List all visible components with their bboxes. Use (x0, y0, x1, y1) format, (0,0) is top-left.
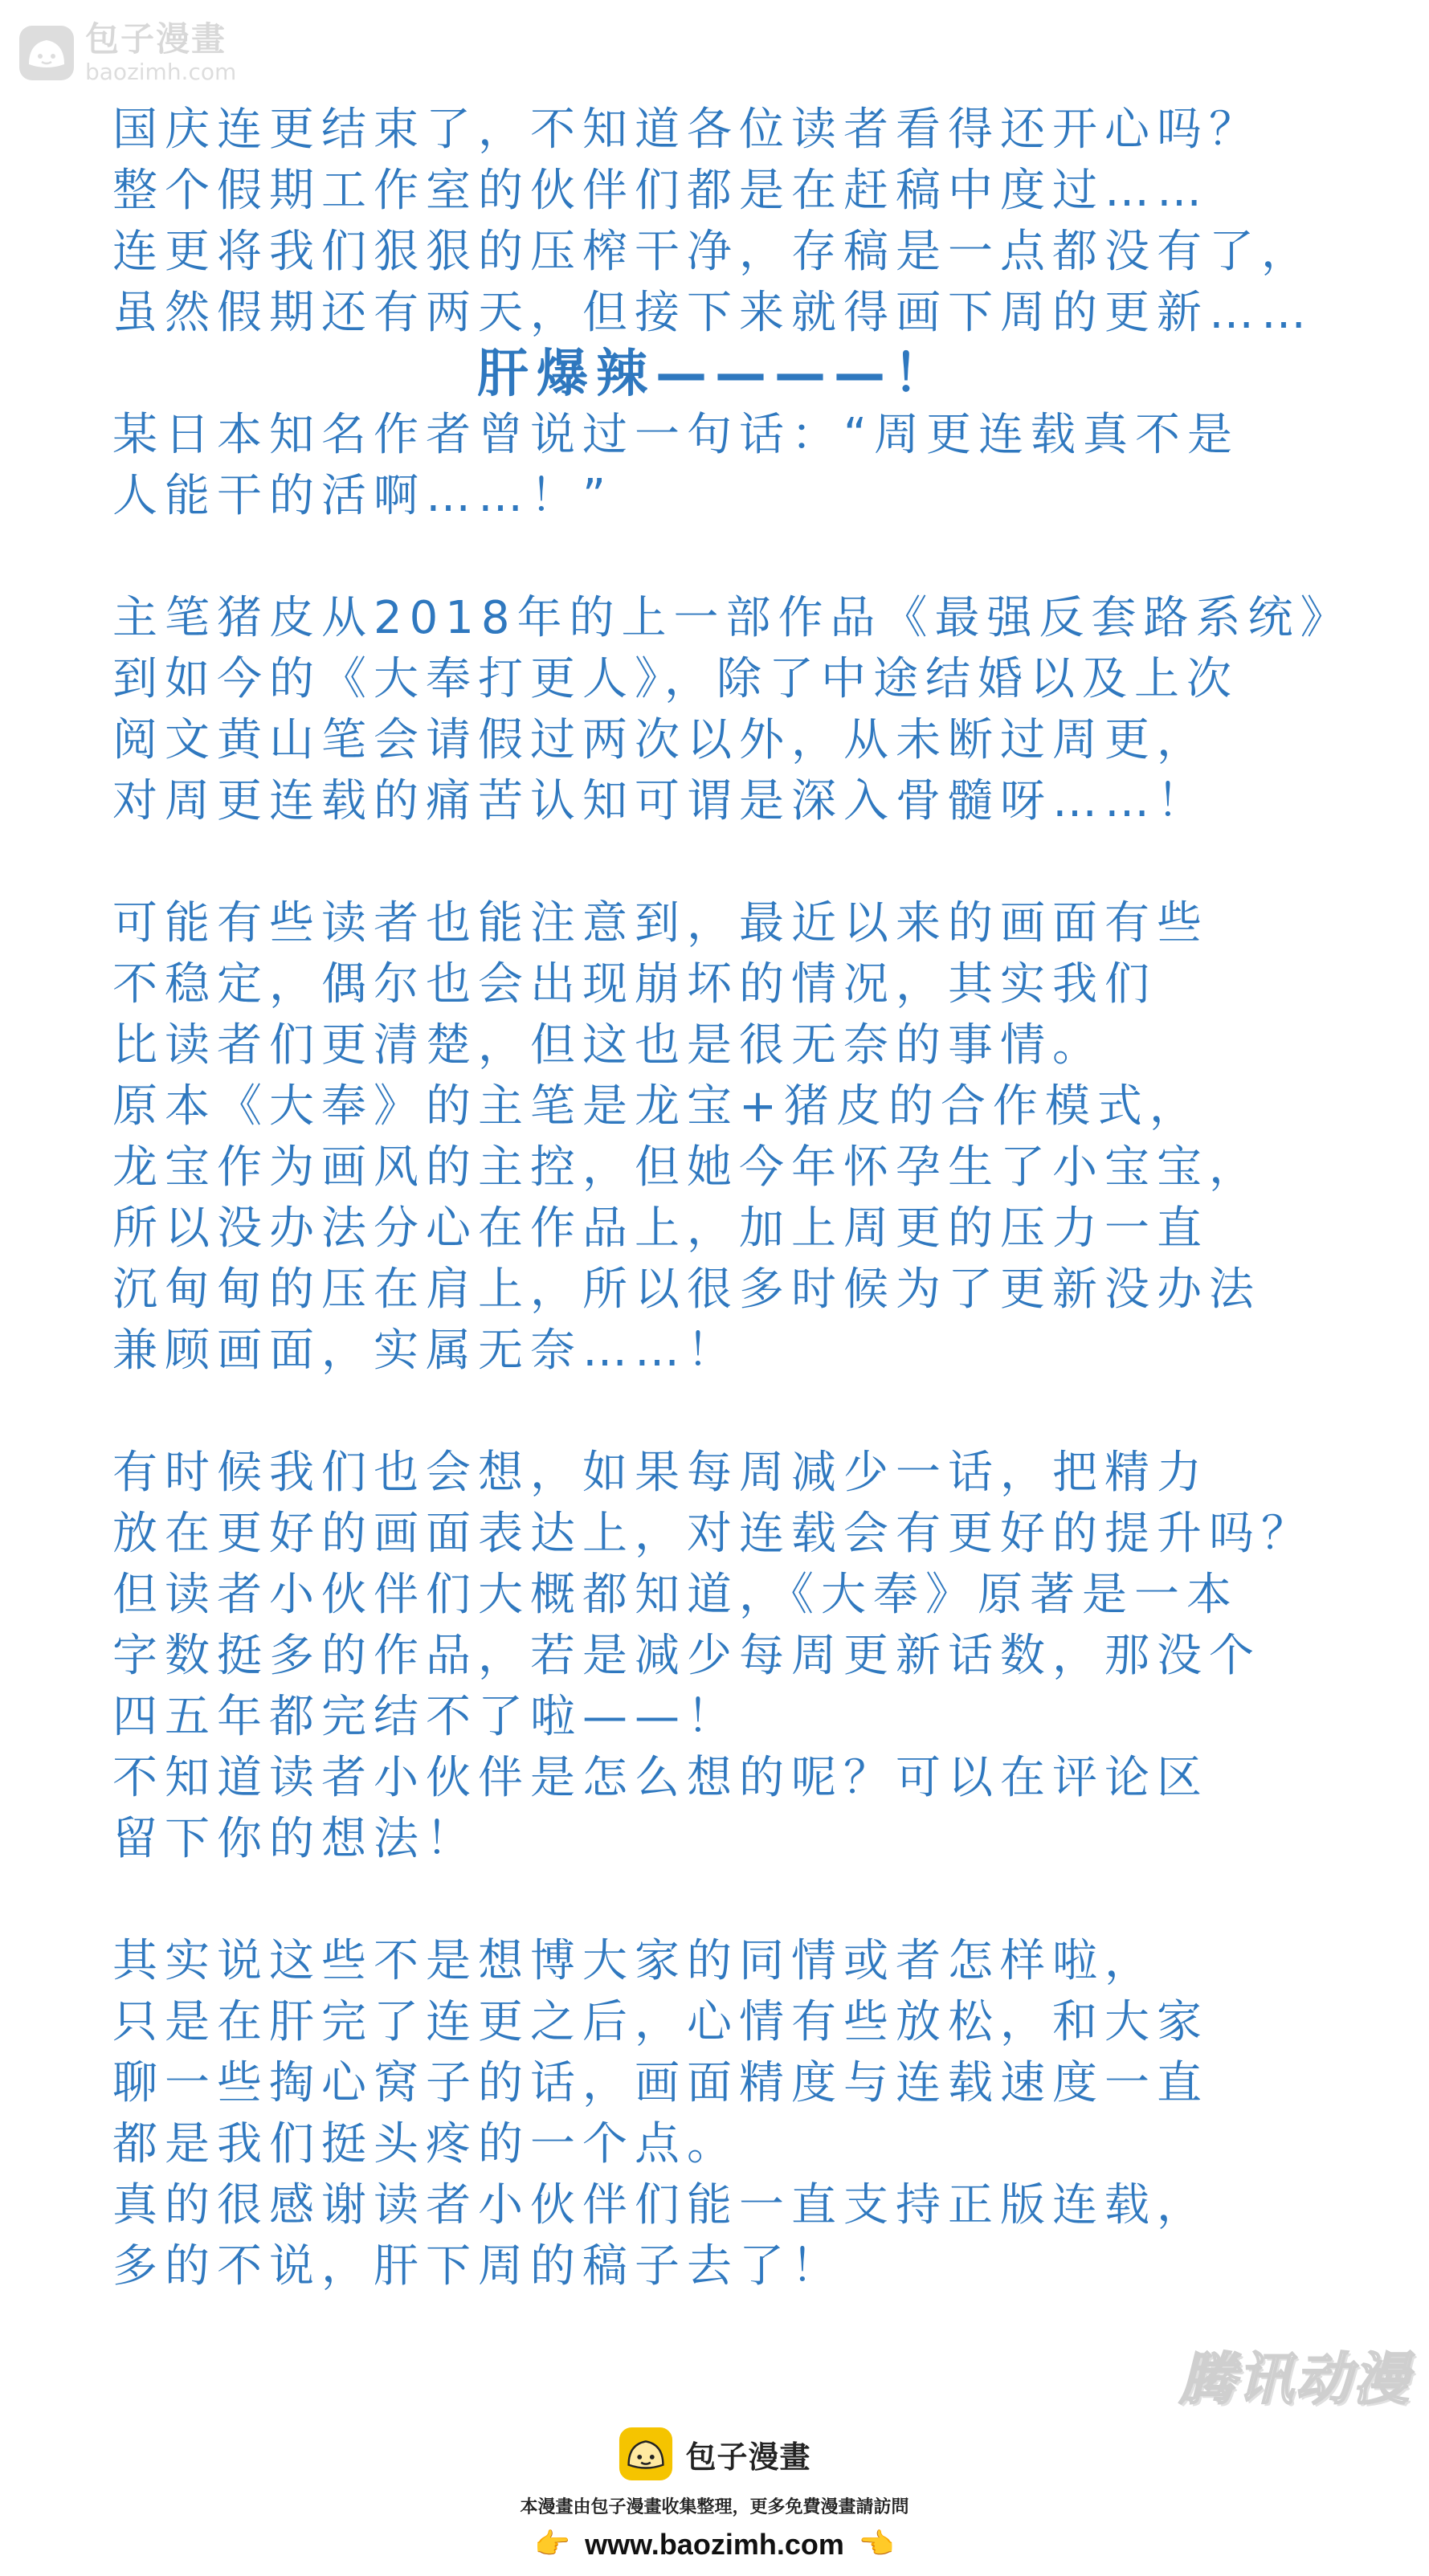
note-line: 龙宝作为画风的主控，但她今年怀孕生了小宝宝， (112, 1141, 1261, 1194)
footer-site-link[interactable]: www.baozimh.com (585, 2528, 844, 2561)
note-line: 有时候我们也会想，如果每周减少一话，把精力 (112, 1447, 1209, 1499)
note-line: 留下你的想法！ (112, 1813, 478, 1865)
note-line: 兼顾画面，实属无奈……！ (112, 1325, 739, 1377)
note-line: 到如今的《大奉打更人》，除了中途结婚以及上次 (112, 653, 1239, 705)
note-line: 所以没办法分心在作品上，加上周更的压力一直 (112, 1202, 1209, 1255)
tencent-watermark: 腾讯动漫 (1179, 2346, 1411, 2412)
note-line: 原本《大奉》的主笔是龙宝+猪皮的合作模式， (112, 1080, 1202, 1133)
paragraph-gap (112, 527, 1366, 588)
note-line: 但读者小伙伴们大概都知道，《大奉》原著是一本 (112, 1569, 1239, 1621)
note-line: 国庆连更结束了，不知道各位读者看得还开心吗？ (112, 104, 1261, 156)
baozi-logo-icon (18, 24, 76, 82)
note-line: 人能干的活啊……！” (112, 470, 614, 522)
watermark-site-name: 包子漫畫 (85, 19, 227, 59)
footer-notice: 本漫畫由包子漫畫收集整理，更多免費漫畫請訪問 (520, 2497, 909, 2517)
note-line: 不知道读者小伙伴是怎么想的呢？可以在评论区 (112, 1752, 1209, 1804)
note-line: 放在更好的画面表达上，对连载会有更好的提升吗？ (112, 1508, 1313, 1560)
author-note (112, 100, 1366, 2297)
watermark-top (18, 19, 237, 85)
footer-logo (618, 2426, 810, 2482)
baozi-logo-icon (618, 2426, 674, 2482)
note-line: 其实说这些不是想博大家的同情或者怎样啦， (112, 1935, 1157, 1987)
note-line: 聊一些掏心窝子的话，画面精度与连载速度一直 (112, 2057, 1209, 2109)
note-line: 不稳定，偶尔也会出现崩坏的情况，其实我们 (112, 958, 1157, 1010)
watermark-site-url: baozimh.com (85, 59, 237, 85)
note-line: 字数挺多的作品，若是减少每周更新话数，那没个 (112, 1630, 1261, 1682)
note-line: 只是在肝完了连更之后，心情有些放松，和大家 (112, 1996, 1209, 2048)
paragraph-gap (112, 1870, 1366, 1931)
note-line: 阅文黄山笔会请假过两次以外，从未断过周更， (112, 714, 1209, 766)
note-line: 主笔猪皮从2018年的上一部作品《最强反套路系统》 (112, 592, 1353, 644)
paragraph-gap (112, 1382, 1366, 1443)
footer-site-name: 包子漫畫 (685, 2439, 811, 2475)
note-line: 某日本知名作者曾说过一句话：“周更连载真不是 (112, 409, 1240, 461)
note-line: 整个假期工作室的伙伴们都是在赶稿中度过…… (112, 165, 1209, 217)
pointing-hand-right-icon: 👉 (534, 2528, 571, 2561)
note-line: 可能有些读者也能注意到，最近以来的画面有些 (112, 897, 1209, 949)
note-line: 虽然假期还有两天，但接下来就得画下周的更新…… (112, 287, 1313, 339)
note-line: 真的很感谢读者小伙伴们能一直支持正版连载， (112, 2179, 1209, 2231)
note-line: 对周更连载的痛苦认知可谓是深入骨髓呀……！ (112, 775, 1209, 827)
note-line: 都是我们挺头疼的一个点。 (112, 2118, 739, 2170)
pointing-hand-left-icon: 👈 (858, 2528, 895, 2561)
footer (0, 2426, 1429, 2562)
footer-url-row (534, 2528, 894, 2562)
note-heading: 肝爆辣————！ (477, 345, 953, 404)
note-line: 比读者们更清楚，但这也是很无奈的事情。 (112, 1019, 1104, 1072)
note-line: 多的不说，肝下周的稿子去了！ (112, 2240, 843, 2292)
note-line: 四五年都完结不了啦——！ (112, 1691, 739, 1743)
paragraph-gap (112, 832, 1366, 893)
note-line: 连更将我们狠狠的压榨干净，存稿是一点都没有了， (112, 226, 1313, 278)
note-line: 沉甸甸的压在肩上，所以很多时候为了更新没办法 (112, 1264, 1261, 1316)
